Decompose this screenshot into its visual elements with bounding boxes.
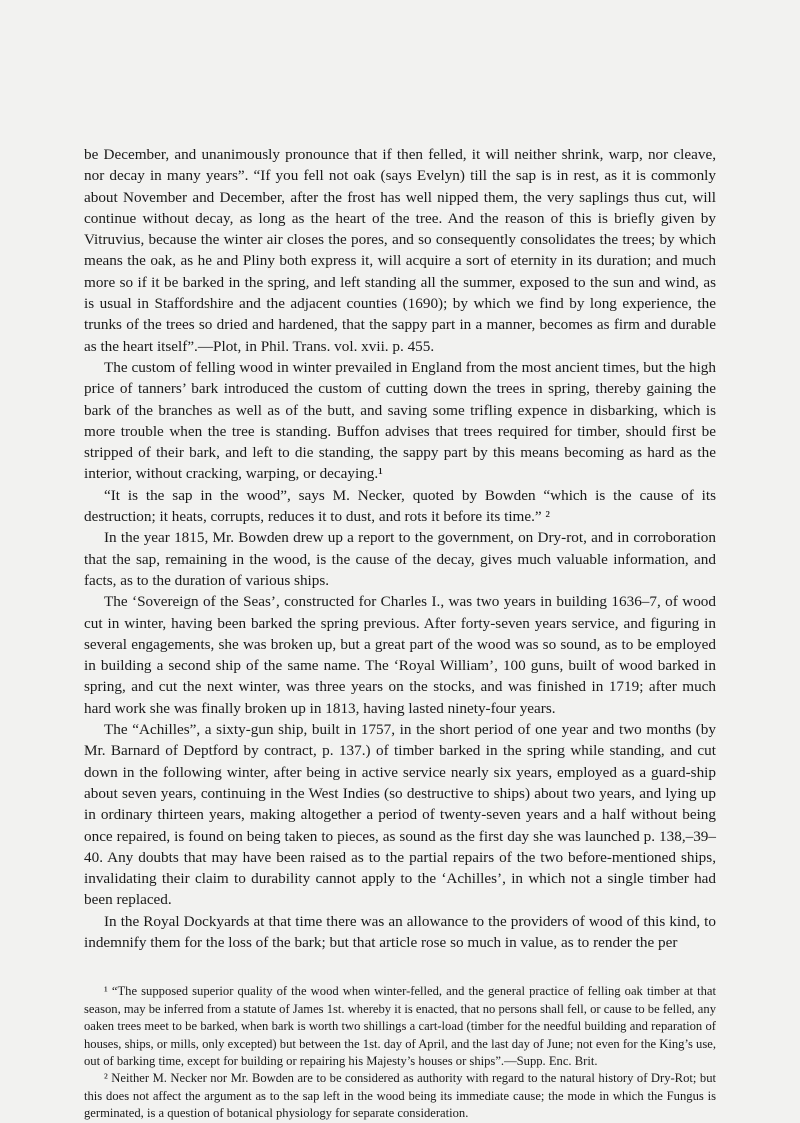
paragraph: “It is the sap in the wood”, says M. Necker, quoted by Bowden “which is the cause of its destruction; it heats, corrupts, reduces it to dust, and rots it before its time.” ² xyxy=(84,486,716,526)
paragraph: be December, and unanimously pronounce that if then felled, it will neither shrink, warp, nor cleave, nor decay in many years”. “If you fell not oak (says Evelyn) till the sap is in rest, as it is commonly about November and December, after the frost has well nipped them, the very saplings thus cut, will continue without decay, as long as the heart of the tree. And the reason of this is briefly given by Vitruvius, because the winter air closes the pores, and so consequently consolidates the trees; by which means the oak, as he and Pliny both express it, will acquire a sort of eternity in its duration; and much more so if it be barked in the spring, and left standing all the summer, exposed to the sun and wind, as is usual in Staffordshire and the adjacent counties (1690); by which we find by long experience, the trunks of the trees so dried and hardened, that the sappy part in a manner, becomes as firm and durable as the heart itself”.—Plot, in Phil. Trans. vol. xvii. p. 455. xyxy=(84,146,716,355)
paragraph: In the Royal Dockyards at that time there was an allowance to the providers of wood of this kind, to indemnify them for the loss of the bark; but that article rose so much in value, as to render the per xyxy=(84,912,716,951)
footnote: ¹ “The supposed superior quality of the wood when winter-felled, and the general practice of felling oak timber at that season, may be inferred from a statute of James 1st. whereby it is enacted, that no persons shall fell, or cause to be felled, any oaken trees meet to be barked, when bark is worth two shillings a cart-load (timber for the needful building and reparation of houses, ships, or mills, only excepted) but between the 1st. day of April, and the last day of June; not even for the King’s use, out of barking time, except for building or repairing his Majesty’s houses or ships”.—Supp. Enc. Brit. xyxy=(84,984,716,1068)
body-text xyxy=(84,144,716,953)
footnote: ² Neither M. Necker nor Mr. Bowden are to be considered as authority with regard to the natural history of Dry-Rot; but this does not affect the argument as to the sap left in the wood being its immediate cause; the mode in which the Fungus is germinated, is a question of botanical physiology for separate consideration. xyxy=(84,1071,716,1121)
footnotes xyxy=(84,983,716,1122)
paragraph: The custom of felling wood in winter prevailed in England from the most ancient times, but the high price of tanners’ bark introduced the custom of cutting down the trees in spring, thereby gaining the bark of the branches as well as of the butt, and saving some trifling expence in disbarking, which is more trouble when the tree is standing. Buffon advises that trees required for timber, should first be stripped of their bark, and left to die standing, the sappy part by this means becoming as hard as the interior, without cracking, warping, or decaying.¹ xyxy=(84,358,716,483)
paragraph: The ‘Sovereign of the Seas’, constructed for Charles I., was two years in building 1636–7, of wood cut in winter, having been barked the spring previous. After forty-seven years service, and figuring in several engagements, she was broken up, but a great part of the wood was so sound, as to be employed in building a second ship of the same name. The ‘Royal William’, 100 guns, built of wood barked in spring, and cut the next winter, was three years on the stocks, and was finished in 1719; after much hard work she was finally broken up in 1813, having lasted ninety-four years. xyxy=(84,593,716,717)
paragraph: The “Achilles”, a sixty-gun ship, built in 1757, in the short period of one year and two months (by Mr. Barnard of Deptford by contract, p. 137.) of timber barked in the spring while standing, and cut down in the following winter, after being in active service nearly six years, employed as a guard-ship about seven years, continuing in the West Indies (so destructive to ships) about two years, and lying up in ordinary thirteen years, making altogether a period of twenty-seven years and a half without being once repaired, is found on being taken to pieces, as sound as the first day she was launched p. 138,–39–40. Any doubts that may have been raised as to the partial repairs of the two before-mentioned ships, invalidating their claim to durability cannot apply to the ‘Achilles’, in which not a single timber had been replaced. xyxy=(84,721,716,909)
paragraph: In the year 1815, Mr. Bowden drew up a report to the government, on Dry-rot, and in corroboration that the sap, remaining in the wood, is the cause of the decay, gives much valuable information, and facts, as to the duration of various ships. xyxy=(84,529,716,589)
